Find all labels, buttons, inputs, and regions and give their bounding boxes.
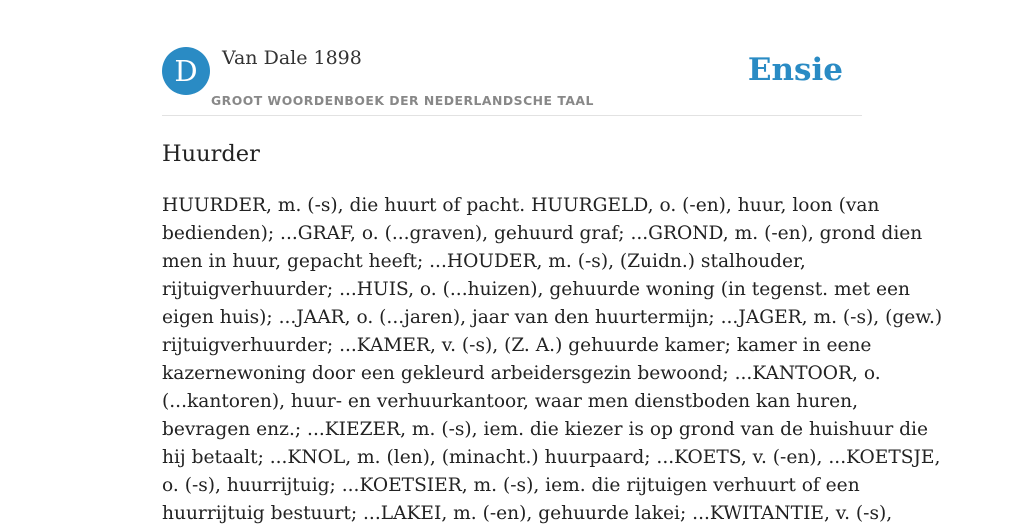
definition-line: o. (-s), huurrijtuig; ...KOETSIER, m. (-s), iem. die rijtuigen verhuurt of een [162, 475, 860, 496]
definition-line: hij betaalt; ...KNOL, m. (len), (minacht.) huurpaard; ...KOETS, v. (-en), ...KOETSJE, [162, 447, 941, 468]
definition-line: kazernewoning door een gekleurd arbeidersgezin bewoond; ...KANTOOR, o. [162, 363, 881, 384]
definition-line: (...kantoren), huur- en verhuurkantoor, waar men dienstboden kan huren, [162, 391, 858, 412]
definition-line: HUURDER, m. (-s), die huurt of pacht. HUURGELD, o. (-en), huur, loon (van [162, 195, 880, 216]
definition-line: huurrijtuig bestuurt; ...LAKEI, m. (-en), gehuurde lakei; ...KWITANTIE, v. (-s), [162, 503, 893, 524]
dictionary-title[interactable]: Van Dale 1898 [222, 47, 362, 69]
definition-line: rijtuigverhuurder; ...KAMER, v. (-s), (Z. A.) gehuurde kamer; kamer in eene [162, 335, 872, 356]
definition-line: bedienden); ...GRAF, o. (...graven), gehuurd graf; ...GROND, m. (-en), grond dien [162, 223, 923, 244]
definition-line: men in huur, gepacht heeft; ...HOUDER, m. (-s), (Zuidn.) stalhouder, [162, 251, 806, 272]
ensie-brand-logo[interactable]: Ensie [747, 52, 843, 88]
entry-headword: Huurder [162, 141, 260, 167]
definition-line: bevragen enz.; ...KIEZER, m. (-s), iem. die kiezer is op grond van de huishuur die [162, 419, 928, 440]
definition-line: eigen huis); ...JAAR, o. (...jaren), jaar van den huurtermijn; ...JAGER, m. (-s), (gew.) [162, 307, 943, 328]
dictionary-subtitle: GROOT WOORDENBOEK DER NEDERLANDSCHE TAAL [211, 93, 594, 108]
entry-definition [162, 192, 943, 528]
dictionary-logo[interactable]: D [162, 47, 210, 95]
definition-line: rijtuigverhuurder; ...HUIS, o. (...huizen), gehuurde woning (in tegenst. met een [162, 279, 910, 300]
header-divider [162, 115, 862, 116]
